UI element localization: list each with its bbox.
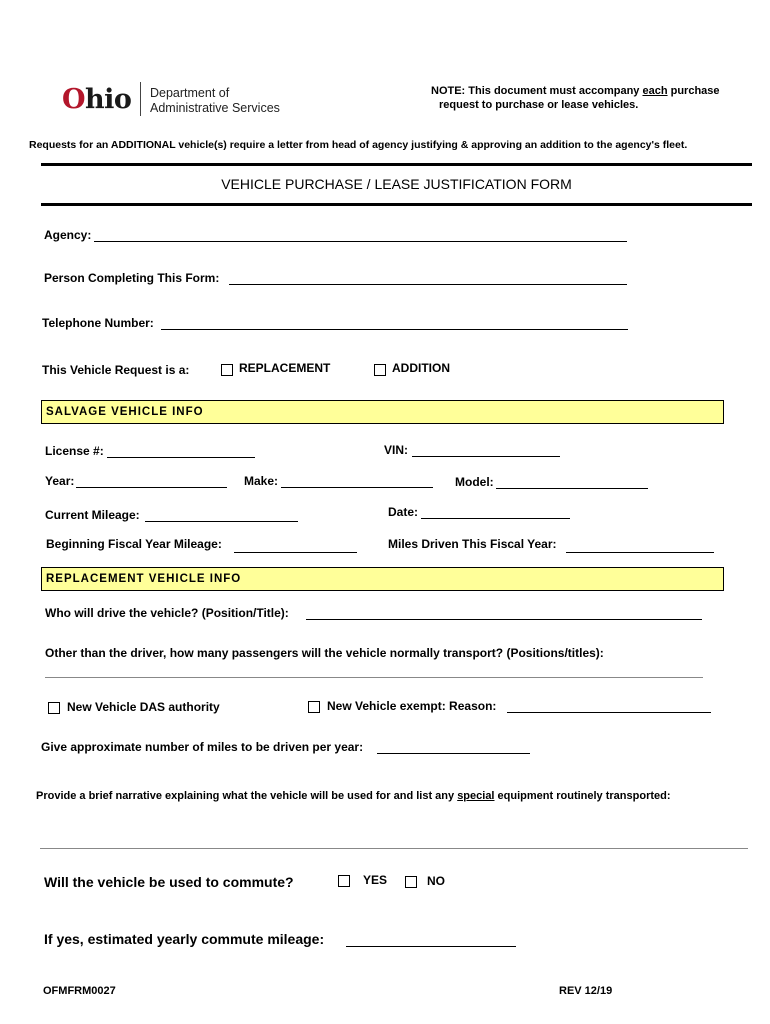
- year-label: Year:: [45, 474, 75, 488]
- year-field[interactable]: [76, 487, 227, 488]
- driver-label: Who will drive the vehicle? (Position/Title):: [45, 606, 289, 620]
- exempt-reason-field[interactable]: [507, 712, 711, 713]
- addition-checkbox[interactable]: [374, 364, 386, 376]
- miles-fy-label: Miles Driven This Fiscal Year:: [388, 537, 557, 551]
- fy-mileage-field[interactable]: [234, 552, 357, 553]
- agency-field[interactable]: [94, 241, 627, 242]
- vin-label: VIN:: [384, 443, 408, 457]
- salvage-section-header: SALVAGE VEHICLE INFO: [41, 400, 724, 424]
- miles-fy-field[interactable]: [566, 552, 714, 553]
- commute-mileage-field[interactable]: [346, 946, 516, 947]
- telephone-field[interactable]: [161, 329, 628, 330]
- replacement-checkbox[interactable]: [221, 364, 233, 376]
- form-title: VEHICLE PURCHASE / LEASE JUSTIFICATION FORM: [221, 176, 572, 192]
- ohio-logo: Ohio: [62, 84, 132, 115]
- passengers-label: Other than the driver, how many passengers will the vehicle normally transport? (Positions/titles):: [45, 646, 604, 660]
- title-rule-top: [41, 163, 752, 166]
- replacement-label: REPLACEMENT: [239, 361, 331, 375]
- logo-divider: [140, 82, 141, 116]
- additional-notice: Requests for an ADDITIONAL vehicle(s) require a letter from head of agency justifying & approving an addition to the agency's fleet.: [29, 139, 688, 151]
- current-mileage-field[interactable]: [145, 521, 298, 522]
- addition-label: ADDITION: [392, 361, 450, 375]
- exempt-checkbox[interactable]: [308, 701, 320, 713]
- exempt-label: New Vehicle exempt: Reason:: [327, 699, 497, 713]
- model-label: Model:: [455, 475, 494, 489]
- person-field[interactable]: [229, 284, 627, 285]
- date-field[interactable]: [421, 518, 570, 519]
- date-label: Date:: [388, 505, 419, 519]
- telephone-label: Telephone Number:: [42, 316, 154, 330]
- narrative-label: Provide a brief narrative explaining what the vehicle will be used for and list any special equipment routinely transported:: [36, 790, 671, 802]
- passengers-field[interactable]: [45, 677, 703, 678]
- miles-per-year-field[interactable]: [377, 753, 530, 754]
- agency-label: Agency:: [44, 228, 92, 242]
- note-line1: NOTE: This document must accompany each purchase: [431, 85, 720, 97]
- commute-no-checkbox[interactable]: [405, 876, 417, 888]
- commute-question: Will the vehicle be used to commute?: [44, 874, 294, 890]
- make-label: Make:: [244, 474, 279, 488]
- title-rule-bottom: [41, 203, 752, 206]
- vin-field[interactable]: [412, 456, 560, 457]
- replacement-section-header: REPLACEMENT VEHICLE INFO: [41, 567, 724, 591]
- current-mileage-label: Current Mileage:: [45, 508, 140, 522]
- note-line2: request to purchase or lease vehicles.: [439, 99, 639, 111]
- commute-no-label: NO: [427, 874, 445, 888]
- person-label: Person Completing This Form:: [44, 271, 220, 285]
- commute-yes-label: YES: [363, 873, 388, 887]
- commute-mileage-label: If yes, estimated yearly commute mileage:: [44, 931, 325, 947]
- das-authority-checkbox[interactable]: [48, 702, 60, 714]
- fy-mileage-label: Beginning Fiscal Year Mileage:: [46, 537, 222, 551]
- revision: REV 12/19: [559, 985, 613, 997]
- narrative-field[interactable]: [40, 848, 748, 849]
- make-field[interactable]: [281, 487, 433, 488]
- form-id: OFMFRM0027: [43, 985, 116, 997]
- model-field[interactable]: [496, 488, 648, 489]
- miles-per-year-label: Give approximate number of miles to be driven per year:: [41, 740, 364, 754]
- license-label: License #:: [45, 444, 104, 458]
- das-authority-label: New Vehicle DAS authority: [67, 700, 220, 714]
- driver-field[interactable]: [306, 619, 702, 620]
- request-type-label: This Vehicle Request is a:: [42, 363, 190, 377]
- license-field[interactable]: [107, 457, 255, 458]
- department-name: Department of Administrative Services: [150, 86, 280, 115]
- commute-yes-checkbox[interactable]: [338, 875, 350, 887]
